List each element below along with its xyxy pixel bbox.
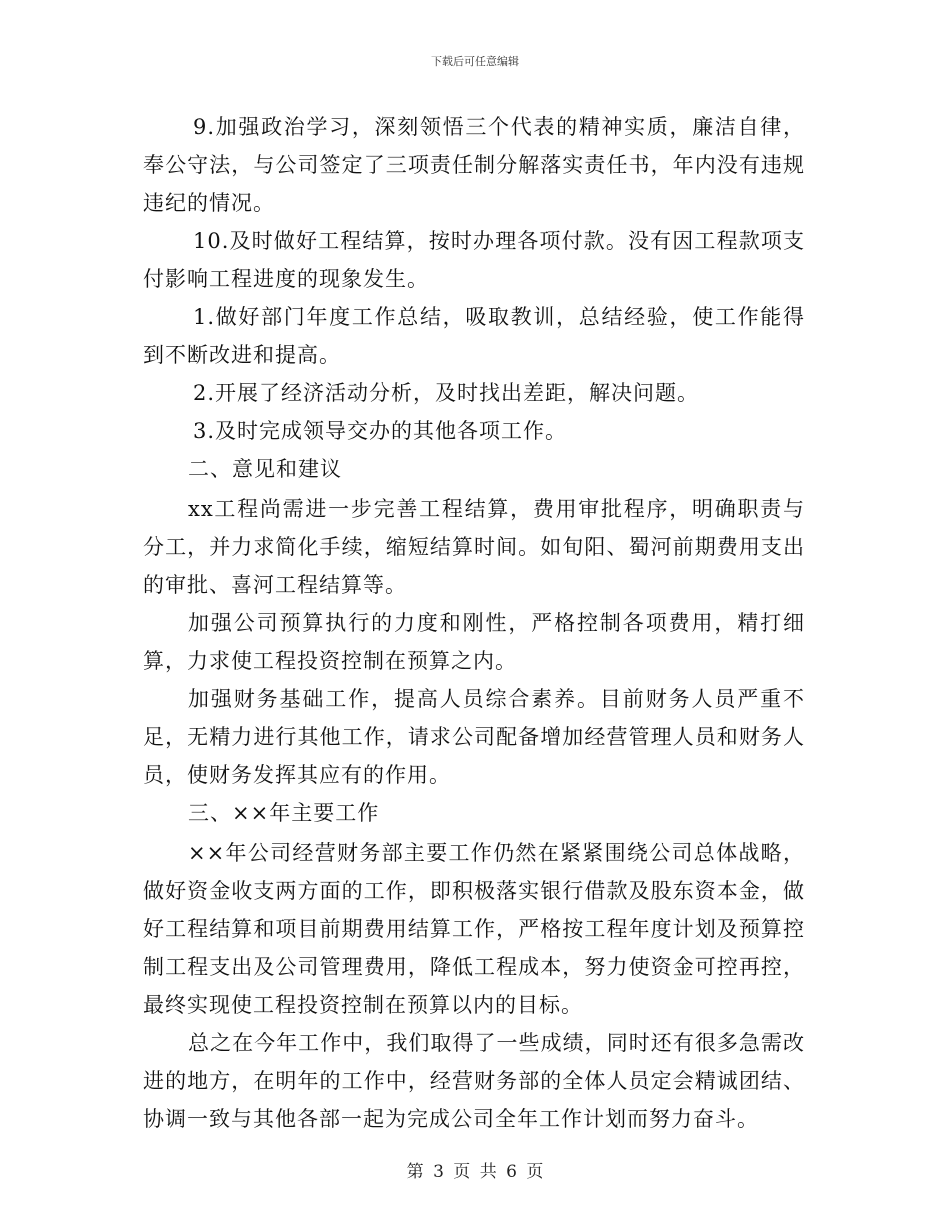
page-header-note: 下载后可任意编辑 xyxy=(431,55,519,68)
section-heading-main-work: 三、××年主要工作 xyxy=(188,801,380,825)
paragraph-suggestion-1: xx工程尚需进一步完善工程结算，费用审批程序，明确职责与分工，并力求简化手续，缩短结算时间。如旬阳、蜀河前期费用支出的审批、喜河工程结算等。 xyxy=(143,497,805,597)
paragraph-suggestion-3: 加强财务基础工作，提高人员综合素养。目前财务人员严重不足，无精力进行其他工作，请求公司配备增加经营管理人员和财务人员，使财务发挥其应有的作用。 xyxy=(143,687,805,787)
page-footer-number: 第 3 页 共 6 页 xyxy=(406,1162,544,1182)
paragraph-conclusion: 总之在今年工作中，我们取得了一些成绩，同时还有很多急需改进的地方，在明年的工作中，经营财务部的全体人员定会精诚团结、协调一致与其他各部一起为完成公司全年工作计划而努力奋斗。 xyxy=(143,1031,805,1131)
paragraph-item-1: 1.做好部门年度工作总结，吸取教训，总结经验，使工作能得到不断改进和提高。 xyxy=(143,305,805,367)
document-body xyxy=(143,108,805,1138)
paragraph-item-2: 2.开展了经济活动分析，及时找出差距，解决问题。 xyxy=(193,381,700,405)
section-heading-suggestions: 二、意见和建议 xyxy=(188,457,342,481)
paragraph-suggestion-2: 加强公司预算执行的力度和刚性，严格控制各项费用，精打细算，力求使工程投资控制在预算之内。 xyxy=(143,611,805,673)
paragraph-item-9: 9.加强政治学习，深刻领悟三个代表的精神实质，廉洁自律，奉公守法，与公司签定了三项责任制分解落实责任书，年内没有违规违纪的情况。 xyxy=(143,115,805,215)
paragraph-item-3: 3.及时完成领导交办的其他各项工作。 xyxy=(193,419,568,443)
paragraph-item-10: 10.及时做好工程结算，按时办理各项付款。没有因工程款项支付影响工程进度的现象发生。 xyxy=(143,229,805,291)
paragraph-main-work: ××年公司经营财务部主要工作仍然在紧紧围绕公司总体战略，做好资金收支两方面的工作，即积极落实银行借款及股东资本金，做好工程结算和项目前期费用结算工作，严格按工程年度计划及预算控制工程支出及公司管理费用，降低工程成本，努力使资金可控再控，最终实现使工程投资控制在预算以内的目标。 xyxy=(143,841,805,1017)
